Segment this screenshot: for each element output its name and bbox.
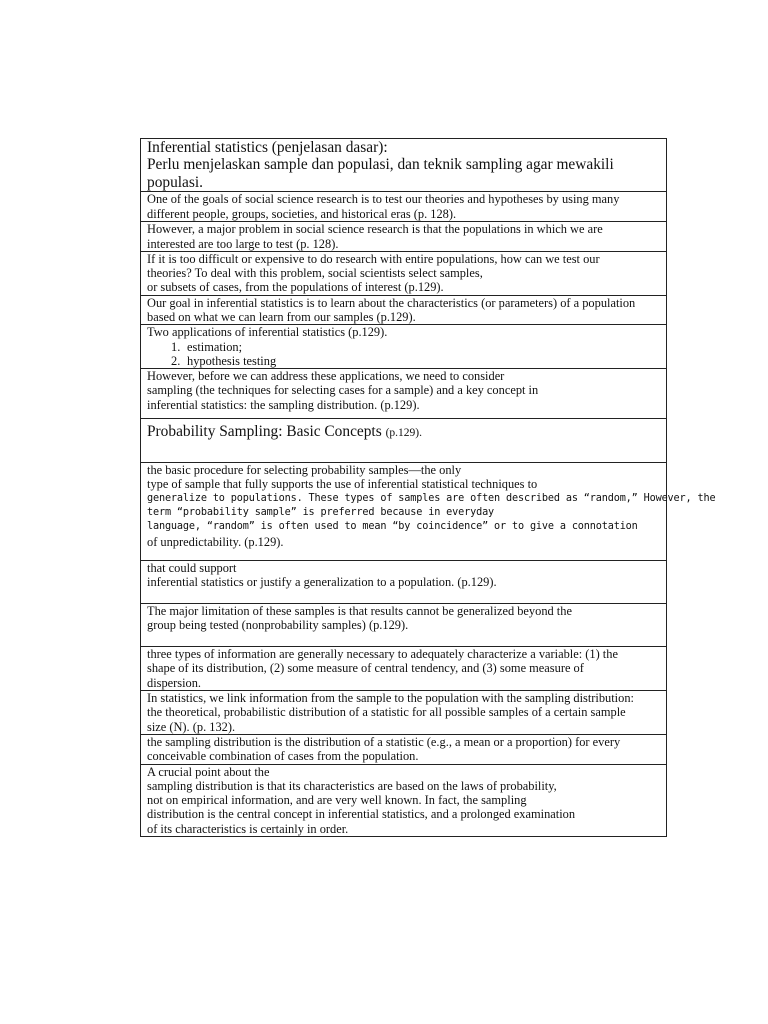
list-item [171,354,660,368]
table-row [141,419,667,463]
table-cell [141,691,667,735]
text-line: the theoretical, probabilistic distribution of a statistic for all possible samples of a certain sample [147,705,626,720]
text-line: conceivable combination of cases from the population. [147,749,419,764]
text-line: language, “random” is often used to mean “by coincidence” or to give a connotation [147,521,638,533]
text-line: If it is too difficult or expensive to do research with entire populations, how can we test our [147,251,600,266]
text-line: not on empirical information, and are very well known. In fact, the sampling [147,793,527,808]
section-heading-text: Probability Sampling: Basic Concepts [147,423,382,441]
notes-table [140,138,716,837]
table-cell [141,251,667,295]
list-item-text: estimation; [187,339,243,354]
table-row [141,463,667,561]
table-cell [141,647,667,691]
applications-list [147,340,660,369]
table-row [141,295,667,325]
text-line: Two applications of inferential statistics (p.129). [147,325,388,340]
text-line: type of sample that fully supports the use of inferential statistical techniques to [147,477,538,492]
table-cell [141,295,667,325]
table-row [141,192,667,222]
table-row [141,251,667,295]
list-number: 1. [171,339,181,354]
table-row [141,561,667,604]
text-line: Our goal in inferential statistics is to learn about the characteristics (or parameters) of a population [147,295,636,310]
table-row [141,647,667,691]
text-line: A crucial point about the [147,764,270,779]
text-line: In statistics, we link information from the sample to the population with the sampling distribution: [147,691,634,706]
text-line: generalize to populations. These types of samples are often described as “random,” However, the [147,492,716,504]
table-row [141,734,667,764]
table-cell [141,419,667,463]
table-cell [141,222,667,252]
text-line: distribution is the central concept in inferential statistics, and a prolonged examination [147,807,576,822]
table-cell [141,734,667,764]
list-item-text: hypothesis testing [187,353,277,368]
text-line: theories? To deal with this problem, social scientists select samples, [147,266,483,281]
text-line: the basic procedure for selecting probability samples—the only [147,463,462,478]
text-line: or subsets of cases, from the populations of interest (p.129). [147,280,444,295]
page-ref: (p.129). [385,427,422,440]
text-line: three types of information are generally necessary to adequately characterize a variable: (1) the [147,647,618,662]
text-line: One of the goals of social science research is to test our theories and hypotheses by using many [147,192,620,207]
text-line: that could support [147,561,237,576]
table-row [141,139,667,192]
table-row [141,604,667,647]
text-line: dispersion. [147,675,202,690]
text-line: sampling (the techniques for selecting cases for a sample) and a key concept in [147,383,539,398]
text-line: different people, groups, societies, and historical eras (p. 128). [147,206,457,221]
text-line: of unpredictability. (p.129). [147,534,284,549]
table-row [141,222,667,252]
text-line: group being tested (nonprobability samples) (p.129). [147,618,409,633]
text-line: interested are too large to test (p. 128). [147,236,339,251]
table-cell [141,764,667,836]
table-cell [141,463,716,561]
text-line: based on what we can learn from our samples (p.129). [147,310,416,324]
text-line: inferential statistics: the sampling distribution. (p.129). [147,397,420,412]
table-cell [141,604,667,647]
text-line: of its characteristics is certainly in order. [147,821,349,836]
table-cell [141,369,667,419]
header-cell [141,139,667,192]
subtitle-line: populasi. [147,173,204,191]
list-number: 2. [171,353,181,368]
page-title: Inferential statistics (penjelasan dasar): [147,139,388,156]
table-cell [141,325,667,369]
table-row [141,691,667,735]
text-line: shape of its distribution, (2) some measure of central tendency, and (3) some measure of [147,661,584,676]
table-row [141,369,667,419]
subtitle-line: Perlu menjelaskan sample dan populasi, dan teknik sampling agar mewakili [147,156,614,174]
section-heading [147,423,660,442]
table-cell [141,561,667,604]
list-item [171,340,660,354]
text-line: sampling distribution is that its characteristics are based on the laws of probability, [147,778,557,793]
text-line: the sampling distribution is the distribution of a statistic (e.g., a mean or a proportion) for every [147,734,621,749]
table-row [141,764,667,836]
text-line: inferential statistics or justify a generalization to a population. (p.129). [147,575,497,590]
text-line: size (N). (p. 132). [147,719,236,734]
text-line: However, a major problem in social science research is that the populations in which we are [147,222,603,237]
text-line: The major limitation of these samples is that results cannot be generalized beyond the [147,604,572,619]
table-cell [141,192,667,222]
table-row [141,325,667,369]
text-line: However, before we can address these applications, we need to consider [147,369,505,384]
text-line: term “probability sample” is preferred because in everyday [147,507,495,519]
